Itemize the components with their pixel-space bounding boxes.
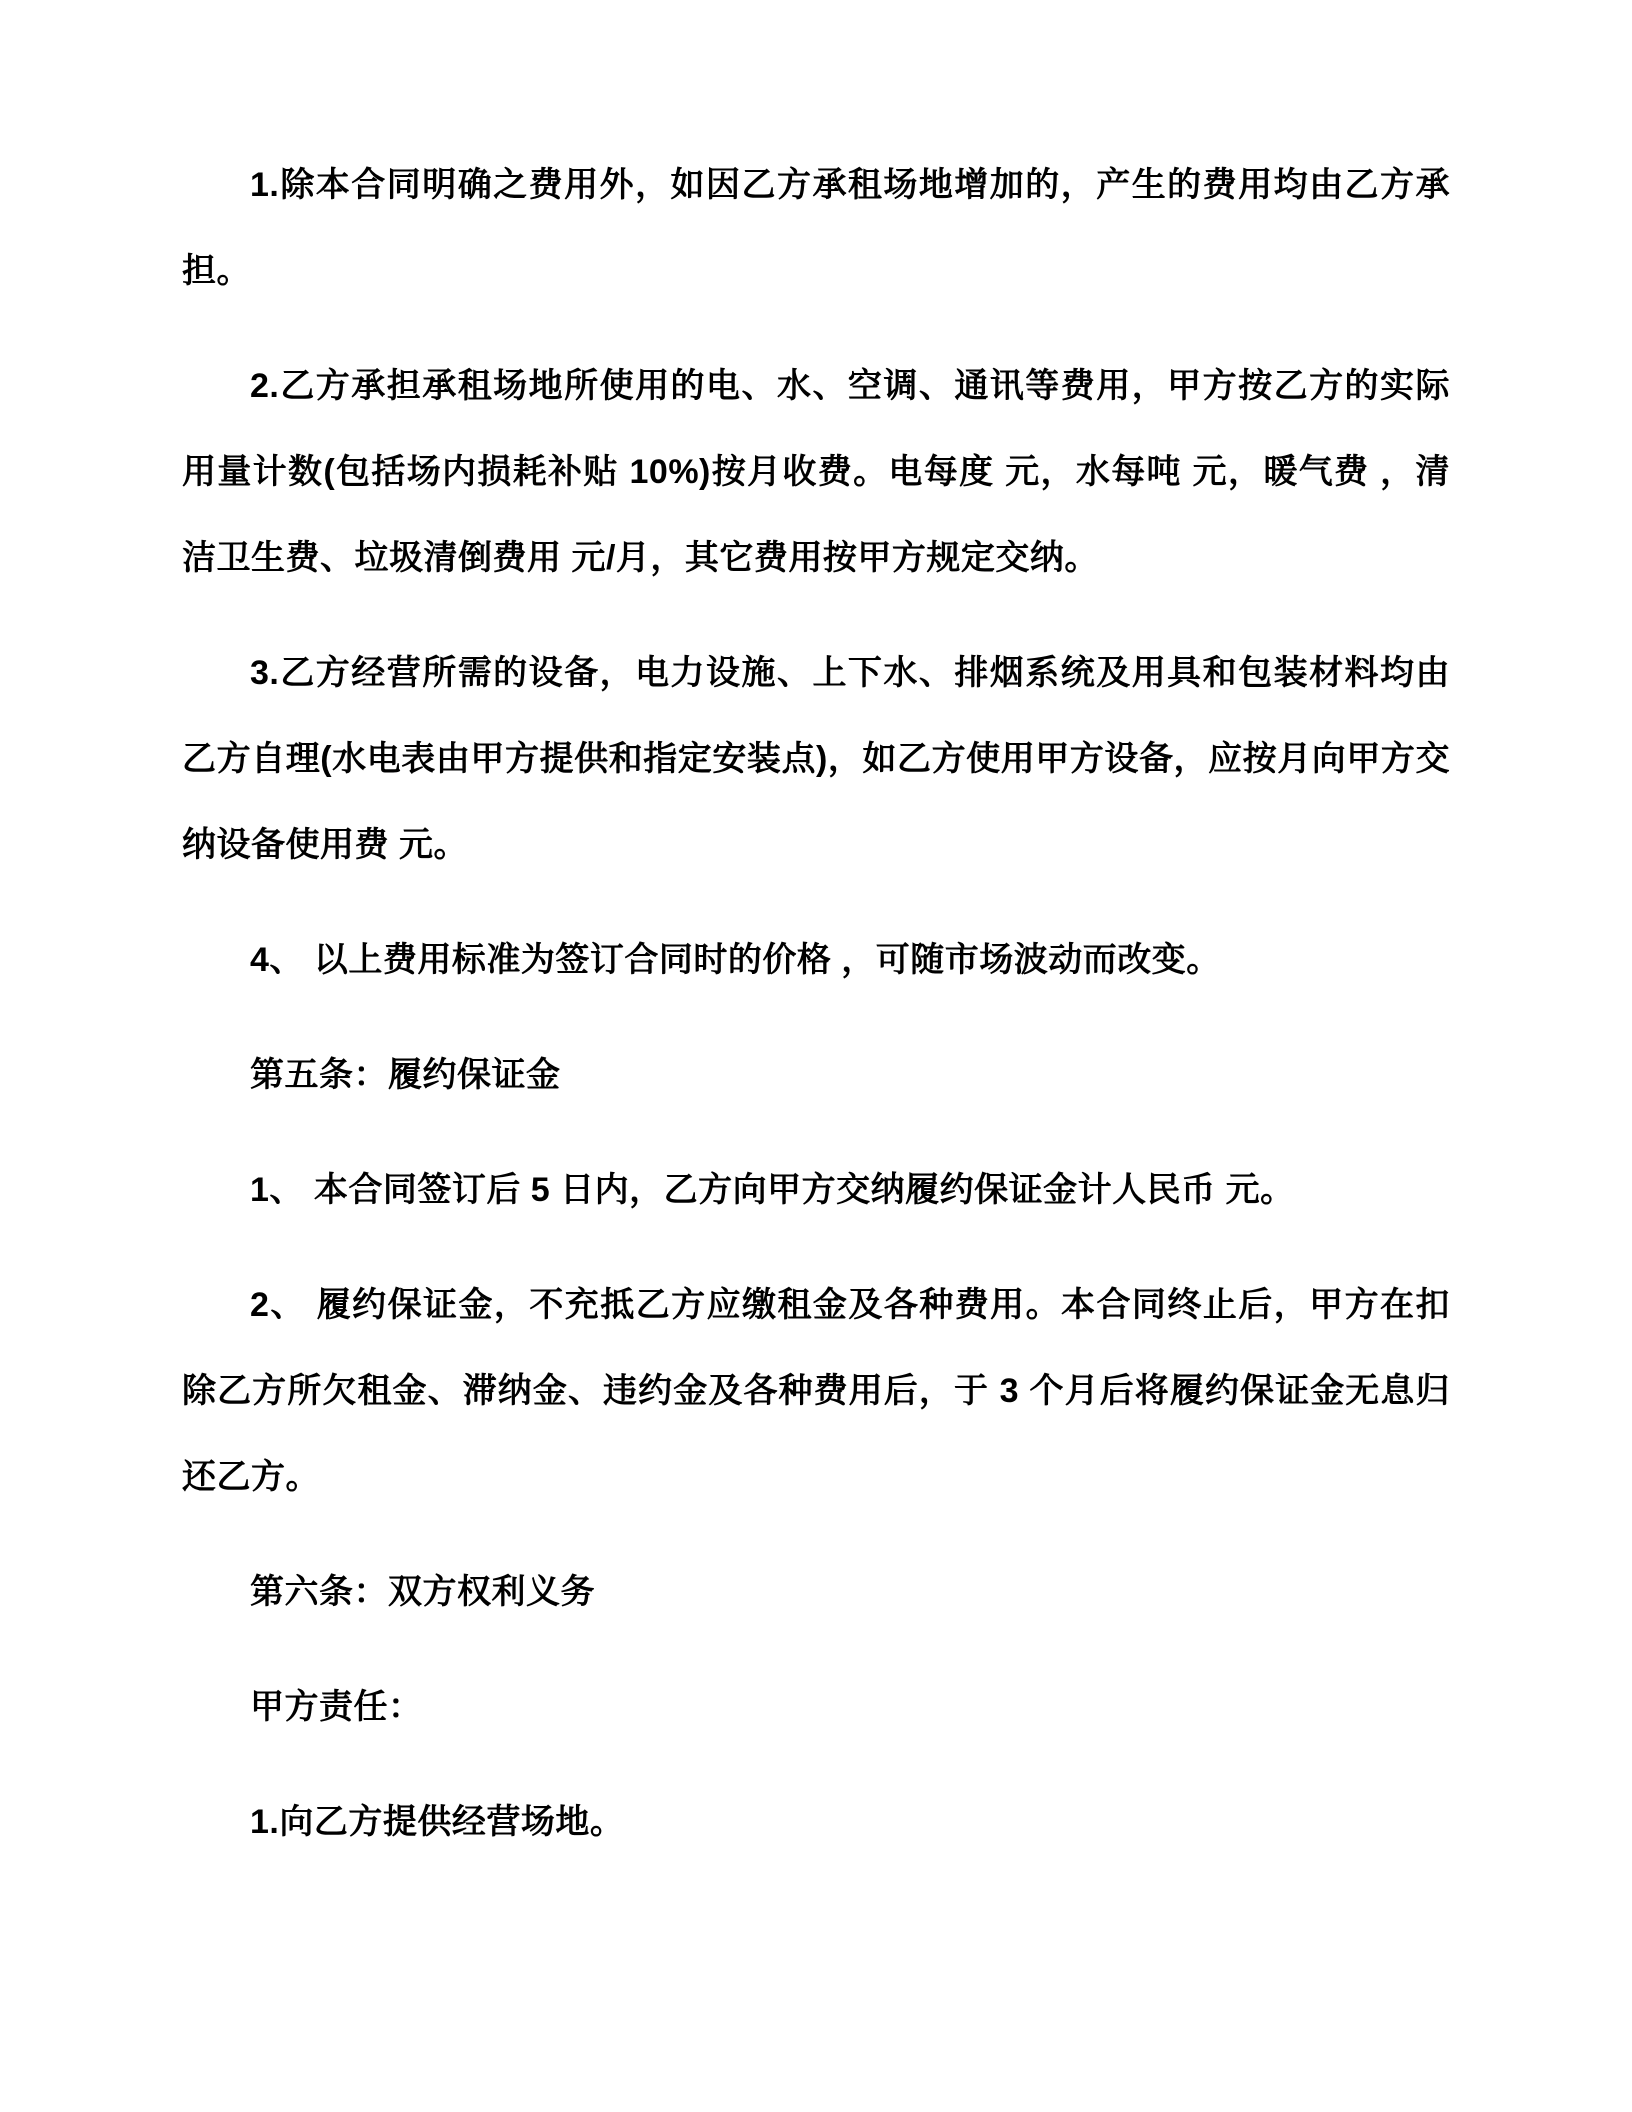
paragraph-fee-clause-3: 3.乙方经营所需的设备，电力设施、上下水、排烟系统及用具和包装材料均由乙方自理(水电表由甲方提供和指定安装点)，如乙方使用甲方设备，应按月向甲方交纳设备使用费 元。 bbox=[182, 654, 1450, 864]
paragraph-fee-clause-1: 1.除本合同明确之费用外，如因乙方承租场地增加的，产生的费用均由乙方承担。 bbox=[182, 166, 1450, 290]
paragraph-fee-clause-2: 2.乙方承担承租场地所使用的电、水、空调、通讯等费用，甲方按乙方的实际用量计数(包括场内损耗补贴 10%)按月收费。电每度 元，水每吨 元，暖气费 ，清洁卫生费、垃圾清倒费用 元/月，其它费用按甲方规定交纳。 bbox=[182, 367, 1450, 577]
paragraph-party-a-duty-1: 1.向乙方提供经营场地。 bbox=[250, 1803, 625, 1841]
paragraph-deposit-clause-1: 1、 本合同签订后 5 日内，乙方向甲方交纳履约保证金计人民币 元。 bbox=[250, 1171, 1295, 1209]
section-heading-article-5: 第五条：履约保证金 bbox=[250, 1056, 561, 1094]
paragraph-deposit-clause-2: 2、 履约保证金，不充抵乙方应缴租金及各种费用。本合同终止后，甲方在扣除乙方所欠租金、滞纳金、违约金及各种费用后，于 3 个月后将履约保证金无息归还乙方。 bbox=[182, 1286, 1450, 1496]
section-heading-article-6: 第六条：双方权利义务 bbox=[250, 1573, 595, 1611]
subheading-party-a-duties: 甲方责任： bbox=[250, 1688, 423, 1726]
contract-text-body bbox=[182, 142, 1450, 1865]
paragraph-fee-clause-4: 4、 以上费用标准为签订合同时的价格 ，可随市场波动而改变。 bbox=[250, 941, 1221, 979]
